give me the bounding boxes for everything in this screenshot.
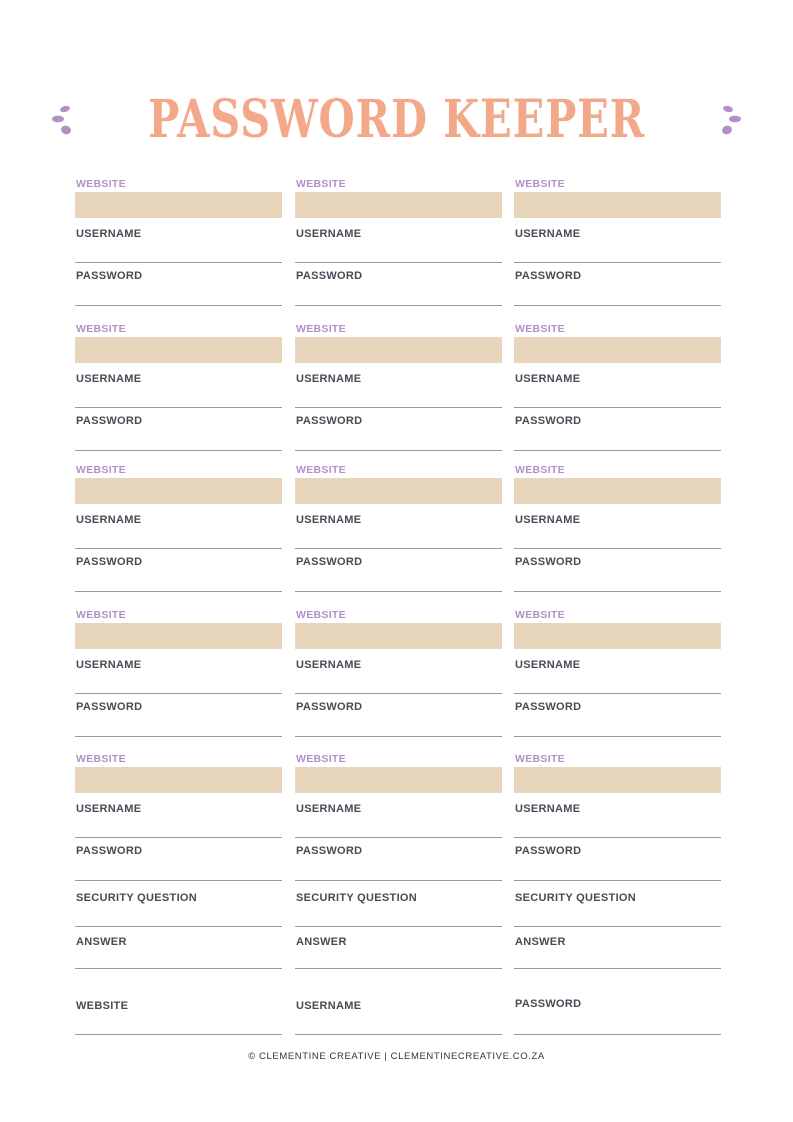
username-label: USERNAME [296, 803, 362, 815]
password-line[interactable] [295, 305, 502, 306]
website-line[interactable] [75, 1034, 282, 1035]
password-line[interactable] [514, 736, 721, 737]
password-label: PASSWORD [296, 701, 363, 713]
password-label: PASSWORD [515, 701, 582, 713]
website-field[interactable] [295, 478, 502, 504]
website-field[interactable] [75, 767, 282, 793]
security-question-line[interactable] [295, 926, 502, 927]
website-field[interactable] [75, 192, 282, 218]
username-line[interactable] [295, 262, 502, 263]
website-field[interactable] [295, 767, 502, 793]
answer-line[interactable] [295, 968, 502, 969]
website-label: WEBSITE [76, 323, 126, 335]
security-question-label: SECURITY QUESTION [296, 892, 418, 904]
website-label: WEBSITE [515, 609, 565, 621]
column-2 [295, 0, 502, 1122]
answer-label: ANSWER [515, 936, 566, 948]
password-line[interactable] [75, 305, 282, 306]
username-line[interactable] [514, 407, 721, 408]
website-field[interactable] [295, 623, 502, 649]
website-field[interactable] [514, 767, 721, 793]
password-line[interactable] [295, 736, 502, 737]
password-label: PASSWORD [515, 270, 582, 282]
username-line[interactable] [75, 693, 282, 694]
username-line[interactable] [295, 837, 502, 838]
username-label: USERNAME [76, 514, 142, 526]
username-line[interactable] [75, 407, 282, 408]
username-label: USERNAME [515, 373, 581, 385]
password-label: PASSWORD [76, 556, 143, 568]
username-label: USERNAME [296, 228, 362, 240]
password-label: PASSWORD [515, 556, 582, 568]
website-label: WEBSITE [296, 609, 346, 621]
password-line[interactable] [514, 880, 721, 881]
password-label: PASSWORD [76, 701, 143, 713]
website-field[interactable] [295, 192, 502, 218]
password-label: PASSWORD [296, 415, 363, 427]
page-title: PASSWORD KEEPER [148, 89, 645, 150]
username-line[interactable] [514, 837, 721, 838]
username-label: USERNAME [296, 659, 362, 671]
answer-label: ANSWER [76, 936, 127, 948]
password-line[interactable] [295, 880, 502, 881]
password-label: PASSWORD [76, 415, 143, 427]
username-line[interactable] [514, 693, 721, 694]
username-label: USERNAME [515, 659, 581, 671]
website-field[interactable] [75, 478, 282, 504]
password-line[interactable] [295, 450, 502, 451]
security-question-label: SECURITY QUESTION [515, 892, 637, 904]
username-line[interactable] [75, 548, 282, 549]
password-line[interactable] [75, 591, 282, 592]
website-label: WEBSITE [515, 464, 565, 476]
website-label: WEBSITE [76, 464, 126, 476]
username-label: USERNAME [515, 803, 581, 815]
website-label: WEBSITE [76, 753, 126, 765]
username-line[interactable] [514, 548, 721, 549]
website-field[interactable] [514, 623, 721, 649]
security-question-label: SECURITY QUESTION [76, 892, 198, 904]
username-label: USERNAME [76, 228, 142, 240]
answer-line[interactable] [514, 968, 721, 969]
username-label: USERNAME [296, 1000, 362, 1012]
website-label: WEBSITE [296, 753, 346, 765]
answer-line[interactable] [75, 968, 282, 969]
website-field[interactable] [514, 478, 721, 504]
password-label: PASSWORD [296, 270, 363, 282]
password-label: PASSWORD [296, 845, 363, 857]
password-line[interactable] [514, 1034, 721, 1035]
password-label: PASSWORD [76, 270, 143, 282]
username-line[interactable] [295, 1034, 502, 1035]
website-label: WEBSITE [76, 178, 126, 190]
website-field[interactable] [514, 192, 721, 218]
security-question-line[interactable] [75, 926, 282, 927]
username-label: USERNAME [76, 803, 142, 815]
password-line[interactable] [295, 591, 502, 592]
website-label: WEBSITE [76, 609, 126, 621]
username-line[interactable] [295, 407, 502, 408]
password-line[interactable] [514, 305, 721, 306]
username-label: USERNAME [76, 373, 142, 385]
password-label: PASSWORD [296, 556, 363, 568]
website-label: WEBSITE [296, 464, 346, 476]
username-line[interactable] [295, 548, 502, 549]
username-line[interactable] [75, 837, 282, 838]
website-label: WEBSITE [515, 753, 565, 765]
password-line[interactable] [514, 450, 721, 451]
column-3 [514, 0, 721, 1122]
website-field[interactable] [514, 337, 721, 363]
footer-credit: © CLEMENTINE CREATIVE | CLEMENTINECREATIVE.CO.ZA [248, 1051, 545, 1062]
password-line[interactable] [75, 880, 282, 881]
password-label: PASSWORD [515, 998, 582, 1010]
username-line[interactable] [514, 262, 721, 263]
username-label: USERNAME [76, 659, 142, 671]
website-field[interactable] [75, 623, 282, 649]
username-line[interactable] [75, 262, 282, 263]
username-label: USERNAME [296, 373, 362, 385]
website-label: WEBSITE [296, 323, 346, 335]
website-label: WEBSITE [76, 1000, 129, 1012]
website-field[interactable] [295, 337, 502, 363]
petal-cluster-icon [50, 102, 76, 138]
password-label: PASSWORD [515, 845, 582, 857]
website-field[interactable] [75, 337, 282, 363]
username-label: USERNAME [515, 228, 581, 240]
security-question-line[interactable] [514, 926, 721, 927]
password-line[interactable] [514, 591, 721, 592]
website-label: WEBSITE [515, 323, 565, 335]
website-label: WEBSITE [296, 178, 346, 190]
website-label: WEBSITE [515, 178, 565, 190]
password-label: PASSWORD [515, 415, 582, 427]
password-label: PASSWORD [76, 845, 143, 857]
username-line[interactable] [295, 693, 502, 694]
answer-label: ANSWER [296, 936, 347, 948]
password-line[interactable] [75, 736, 282, 737]
password-line[interactable] [75, 450, 282, 451]
username-label: USERNAME [515, 514, 581, 526]
column-1 [75, 0, 282, 1122]
username-label: USERNAME [296, 514, 362, 526]
